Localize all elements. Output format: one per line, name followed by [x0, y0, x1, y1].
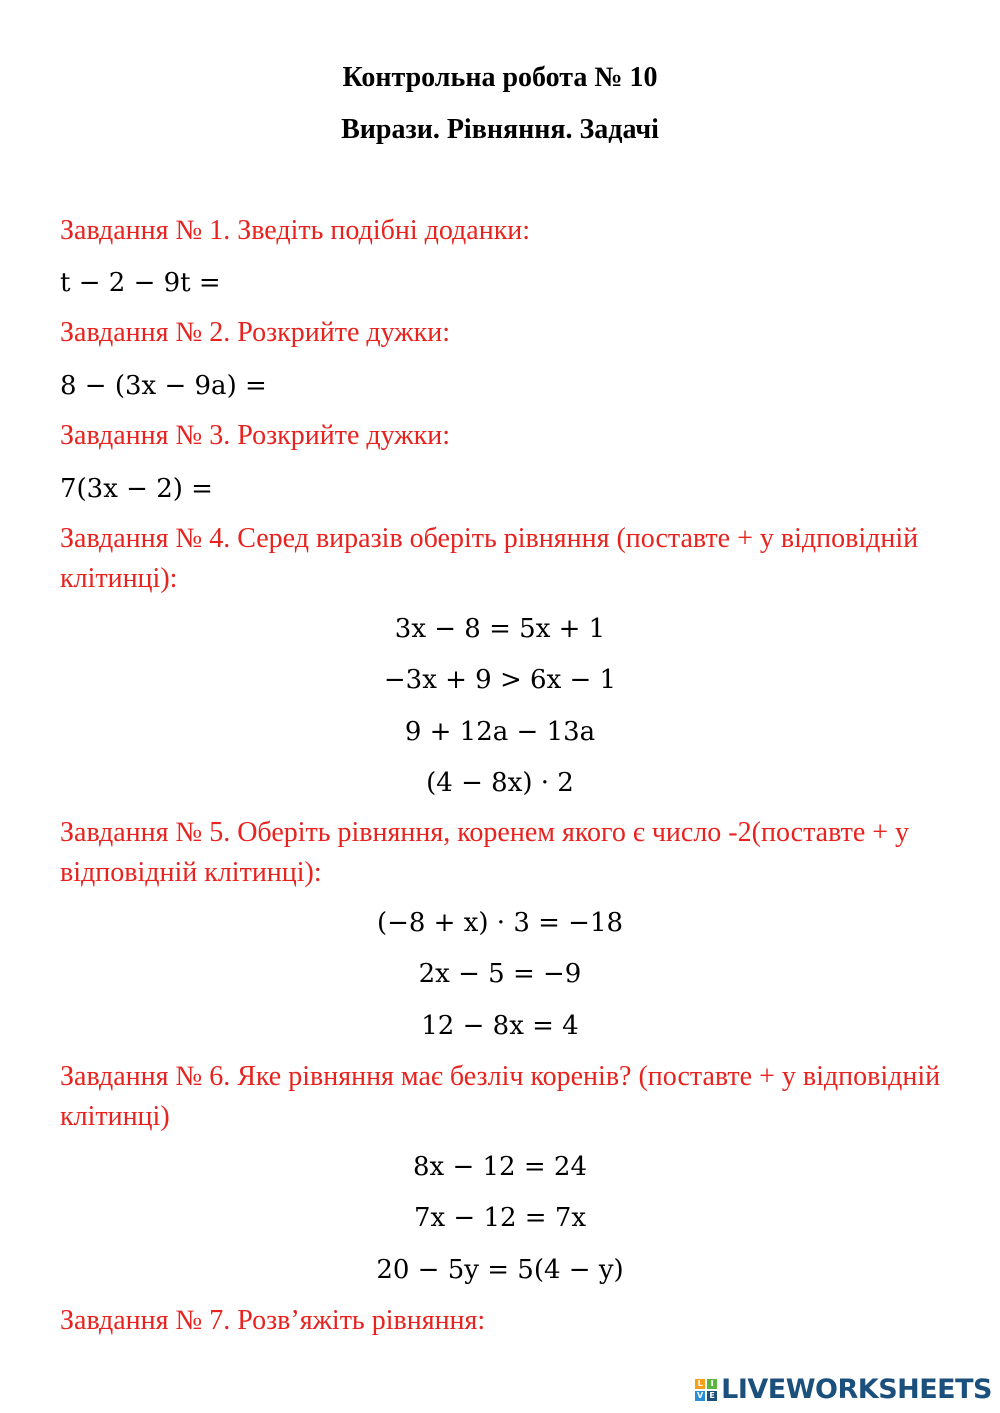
task-7-heading: Завдання № 7. Розв’яжіть рівняння: — [60, 1305, 486, 1336]
page-title: Контрольна робота № 10 — [342, 62, 658, 93]
task-5-option-1: (−8 + x) · 3 = −18 — [376, 908, 624, 938]
liveworksheets-logo — [695, 1374, 992, 1405]
task-4-option-1: 3x − 8 = 5x + 1 — [394, 614, 606, 644]
task-4-option-3: 9 + 12a − 13a — [404, 717, 596, 747]
task-4-option-4: (4 − 8x) · 2 — [426, 768, 574, 798]
logo-mark-cell: I — [707, 1379, 717, 1389]
task-3-expression: 7(3x − 2) = — [60, 474, 213, 504]
task-4-heading: Завдання № 4. Серед виразів оберіть рівняння (поставте + у відповідній клітинці): — [60, 523, 919, 594]
page-subtitle: Вирази. Рівняння. Задачі — [341, 114, 659, 145]
logo-mark-cell: E — [707, 1391, 717, 1401]
task-1-expression: t − 2 − 9t = — [60, 268, 221, 298]
task-2-expression: 8 − (3x − 9a) = — [60, 371, 267, 401]
task-3-heading: Завдання № 3. Розкрийте дужки: — [60, 420, 450, 451]
liveworksheets-logo-icon — [695, 1379, 717, 1401]
task-6-option-1: 8x − 12 = 24 — [412, 1152, 587, 1182]
logo-mark-cell: V — [697, 1390, 704, 1400]
task-6-heading: Завдання № 6. Яке рівняння має безліч коренів? (поставте + у відповідній клітинці) — [60, 1061, 941, 1132]
task-4-option-2: −3x + 9 > 6x − 1 — [383, 665, 617, 695]
task-2-heading: Завдання № 2. Розкрийте дужки: — [60, 317, 450, 348]
task-1-heading: Завдання № 1. Зведіть подібні доданки: — [60, 215, 531, 246]
task-5-option-2: 2x − 5 = −9 — [418, 959, 582, 989]
logo-mark-cell: L — [695, 1379, 705, 1389]
task-6-option-3: 20 − 5y = 5(4 − y) — [376, 1255, 624, 1285]
task-6-option-2: 7x − 12 = 7x — [413, 1203, 587, 1233]
task-5-heading: Завдання № 5. Оберіть рівняння, коренем якого є число -2(поставте + у відповідній клітинці): — [60, 817, 910, 888]
liveworksheets-logo-text: LIVEWORKSHEETS — [721, 1374, 992, 1405]
task-5-option-3: 12 − 8x = 4 — [421, 1011, 579, 1041]
